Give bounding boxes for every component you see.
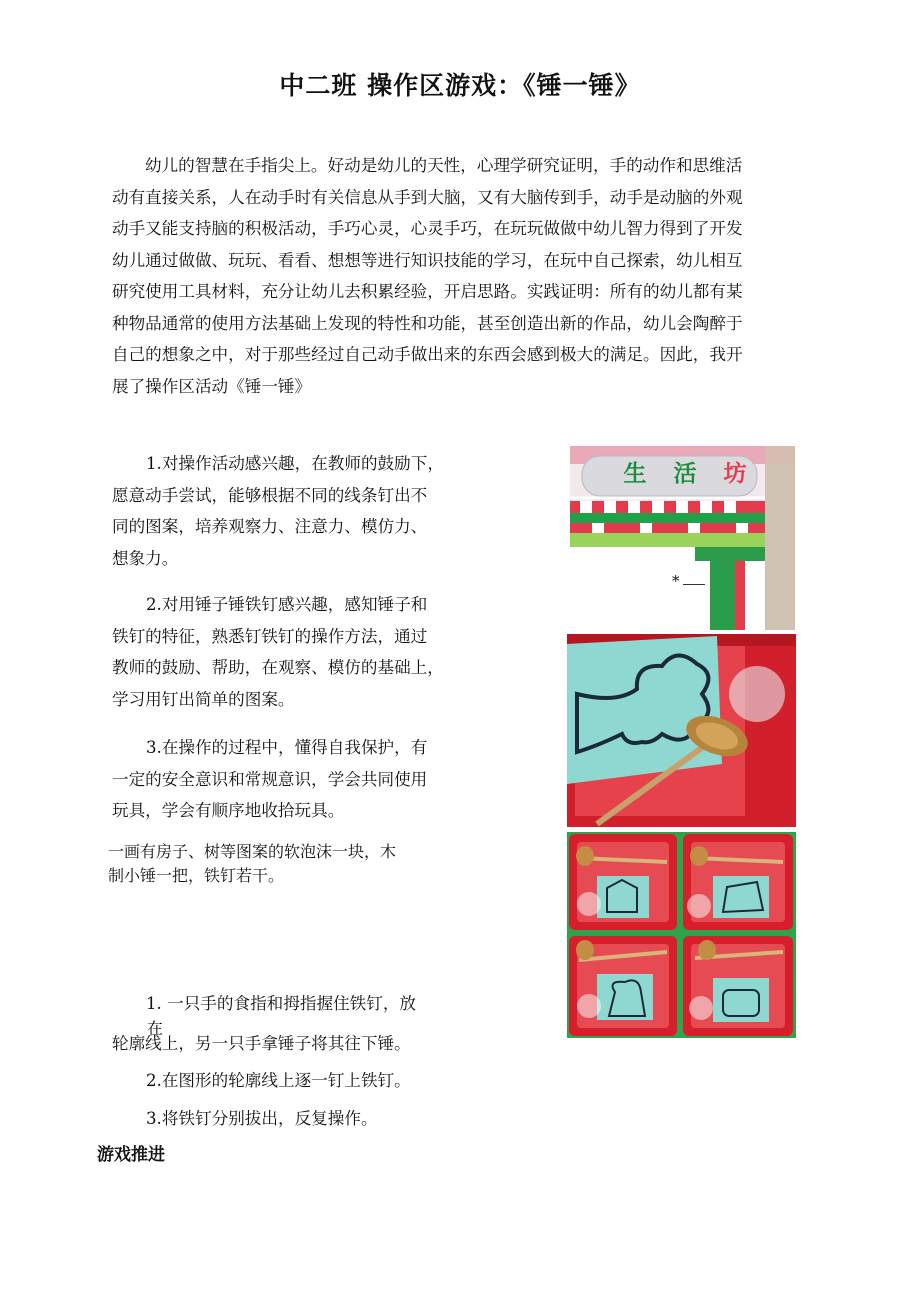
step-1-line-1: 1. 一只手的食指和拇指握住铁钉，放 [146, 994, 417, 1013]
goal-line: 一定的安全意识和常规意识，学会共同使用 [112, 769, 428, 789]
intro-line: 展了操作区活动《锤一锤》 [112, 376, 312, 396]
materials-text [108, 840, 396, 888]
trays-illustration [567, 832, 796, 1038]
goal-line: 同的图案，培养观察力、注意力、模仿力、 [112, 517, 428, 536]
divider-line [683, 584, 705, 585]
intro-line: 动手又能支持脑的积极活动，手巧心灵，心灵手巧，在玩玩做做中幼儿智力得到了开发 [112, 219, 743, 238]
four-trays-photo [567, 832, 796, 1038]
sign-lettering [610, 455, 760, 488]
goal-2 [112, 589, 472, 715]
intro-line: 自己的想象之中，对于那些经过自己动手做出来的东西会感到极大的满足。因此，我开 [112, 345, 743, 364]
sign-char: 坊 [723, 461, 747, 487]
intro-line: 幼儿的智慧在手指尖上。好动是幼儿的天性，心理学研究证明，手的动作和思维活 [145, 156, 743, 175]
intro-paragraph [112, 150, 812, 402]
hammer-foam-illustration [567, 634, 796, 827]
goal-line: 3.在操作的过程中，懂得自我保护，有 [146, 738, 428, 757]
goal-line: 玩具，学会有顺序地收拾玩具。 [112, 801, 345, 820]
goal-line: 铁钉的特征，熟悉钉铁钉的操作方法，通过 [112, 626, 428, 646]
goal-line: 愿意动手尝试，能够根据不同的线条钉出不 [112, 485, 428, 505]
materials-line: 制小锤一把，铁钉若干。 [108, 866, 285, 885]
goal-line: 2.对用锤子锤铁钉感兴趣，感知锤子和 [146, 595, 428, 614]
intro-line: 种物品通常的使用方法基础上发现的特性和功能，甚至创造出新的作品，幼儿会陶醉于 [112, 313, 743, 333]
activity-corner-photo [570, 446, 795, 630]
materials-line: 一画有房子、树等图案的软泡沫一块，木 [108, 842, 397, 861]
steps-list [112, 988, 572, 1134]
intro-line: 幼儿通过做做、玩玩、看看、想想等进行知识技能的学习，在玩中自己探索，幼儿相互 [112, 250, 743, 270]
step-1-overlap-char: 在 [147, 1019, 164, 1038]
intro-line: 动有直接关系，人在动手时有关信息从手到大脑，又有大脑传到手，动手是动脑的外观 [112, 187, 743, 207]
goal-line: 想象力。 [112, 548, 179, 568]
hammer-on-foam-photo [567, 634, 796, 827]
step-2: 2.在图形的轮廓线上逐一钉上铁钉。 [146, 1071, 411, 1090]
goal-line: 1.对操作活动感兴趣，在教师的鼓励下， [146, 454, 444, 473]
intro-line: 研究使用工具材料，充分让幼儿去积累经验，开启思路。实践证明：所有的幼儿都有某 [112, 282, 743, 301]
star-mark: * [672, 572, 680, 590]
sign-char: 活 [673, 461, 697, 487]
goal-3 [112, 732, 472, 827]
goal-1 [112, 448, 472, 574]
step-1-line-2: 轮廓线上，另一只手拿锤子将其往下锤。 [112, 1033, 411, 1053]
goal-line: 教师的鼓励、帮助，在观察、模仿的基础上， [112, 658, 444, 677]
sign-char: 生 [623, 461, 647, 487]
section-heading: 游戏推进 [97, 1145, 165, 1165]
step-3: 3.将铁钉分别拔出，反复操作。 [146, 1108, 378, 1128]
page-title: 中二班 操作区游戏：《锤一锤》 [279, 71, 641, 100]
goal-line: 学习用钉出简单的图案。 [112, 689, 295, 709]
